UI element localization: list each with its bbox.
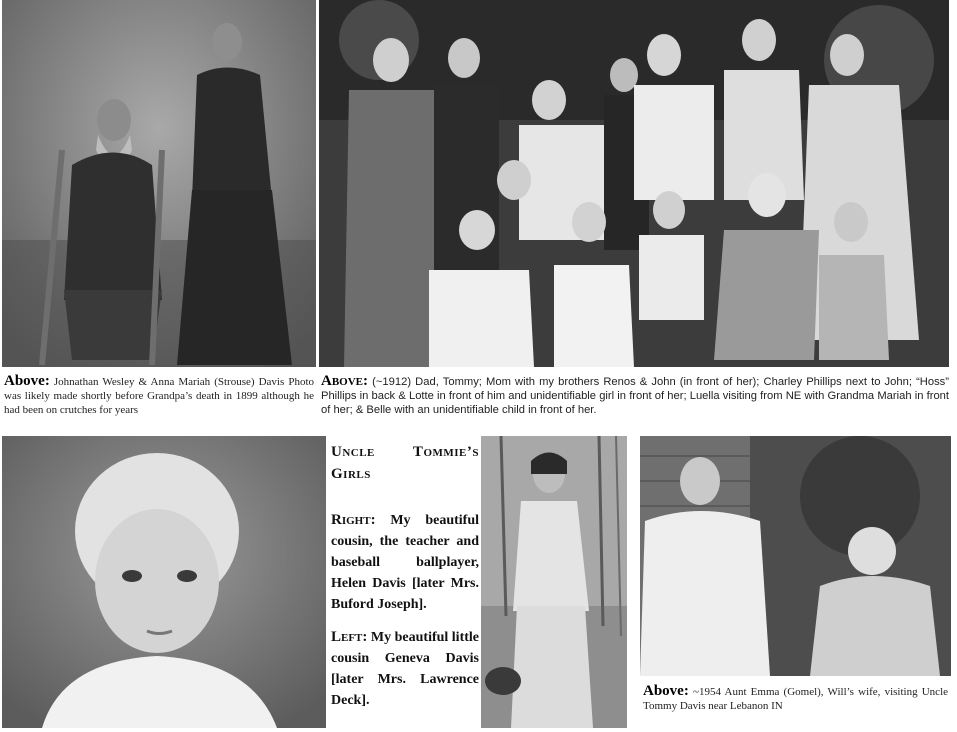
girls-right-text: My beautiful cousin, the teacher and baseball ballplayer, Helen Davis [later Mrs. Buford Joseph].: [331, 513, 480, 612]
girls-left-label: Left:: [331, 629, 368, 645]
girls-left-text: My beautiful little cousin Geneva Davis [later Mrs. Lawrence Deck].: [331, 630, 480, 708]
photo-wesley-anna: [2, 0, 316, 367]
photo-helen-image: [481, 436, 627, 728]
caption-wesley-anna: [4, 374, 314, 417]
caption-text: ~1954 Aunt Emma (Gomel), Will’s wife, visiting Uncle Tommy Davis near Lebanon IN: [643, 686, 949, 712]
girls-left-caption: [331, 627, 479, 711]
caption-text: Johnathan Wesley & Anna Mariah (Strouse) Davis Photo was likely made shortly before Grandpa’s death in 1899 although he had been on crutches for years: [4, 376, 314, 416]
caption-text: (~1912) Dad, Tommy; Mom with my brothers Renos & John (in front of her); Charley Phillips next to John; “Hoss” Phillips in back & Lotte in front of him and unidentifiable girl in front of her; Luella visiting from NE with Grandma Mariah in front of her; & Belle with an unidentifiable child in front of her.: [321, 376, 950, 416]
caption-lead: Above:: [321, 373, 369, 389]
photo-emma-tommy-image: [640, 436, 951, 676]
caption-family-1912: [321, 374, 949, 417]
caption-lead: Above:: [643, 683, 689, 699]
girls-right-label: Right:: [331, 512, 376, 528]
photo-geneva-image: [2, 436, 326, 728]
girls-right-caption: [331, 510, 479, 615]
photo-family-1912: [319, 0, 949, 367]
caption-lead: Above:: [4, 373, 50, 389]
photo-emma-tommy: [640, 436, 951, 676]
photo-geneva: [2, 436, 326, 728]
photo-helen: [481, 436, 627, 728]
caption-emma-tommy: [643, 684, 948, 713]
photo-wesley-anna-image: [2, 0, 316, 367]
girls-title: Uncle Tommie’s Girls: [331, 444, 479, 482]
photo-family-1912-image: [319, 0, 949, 367]
